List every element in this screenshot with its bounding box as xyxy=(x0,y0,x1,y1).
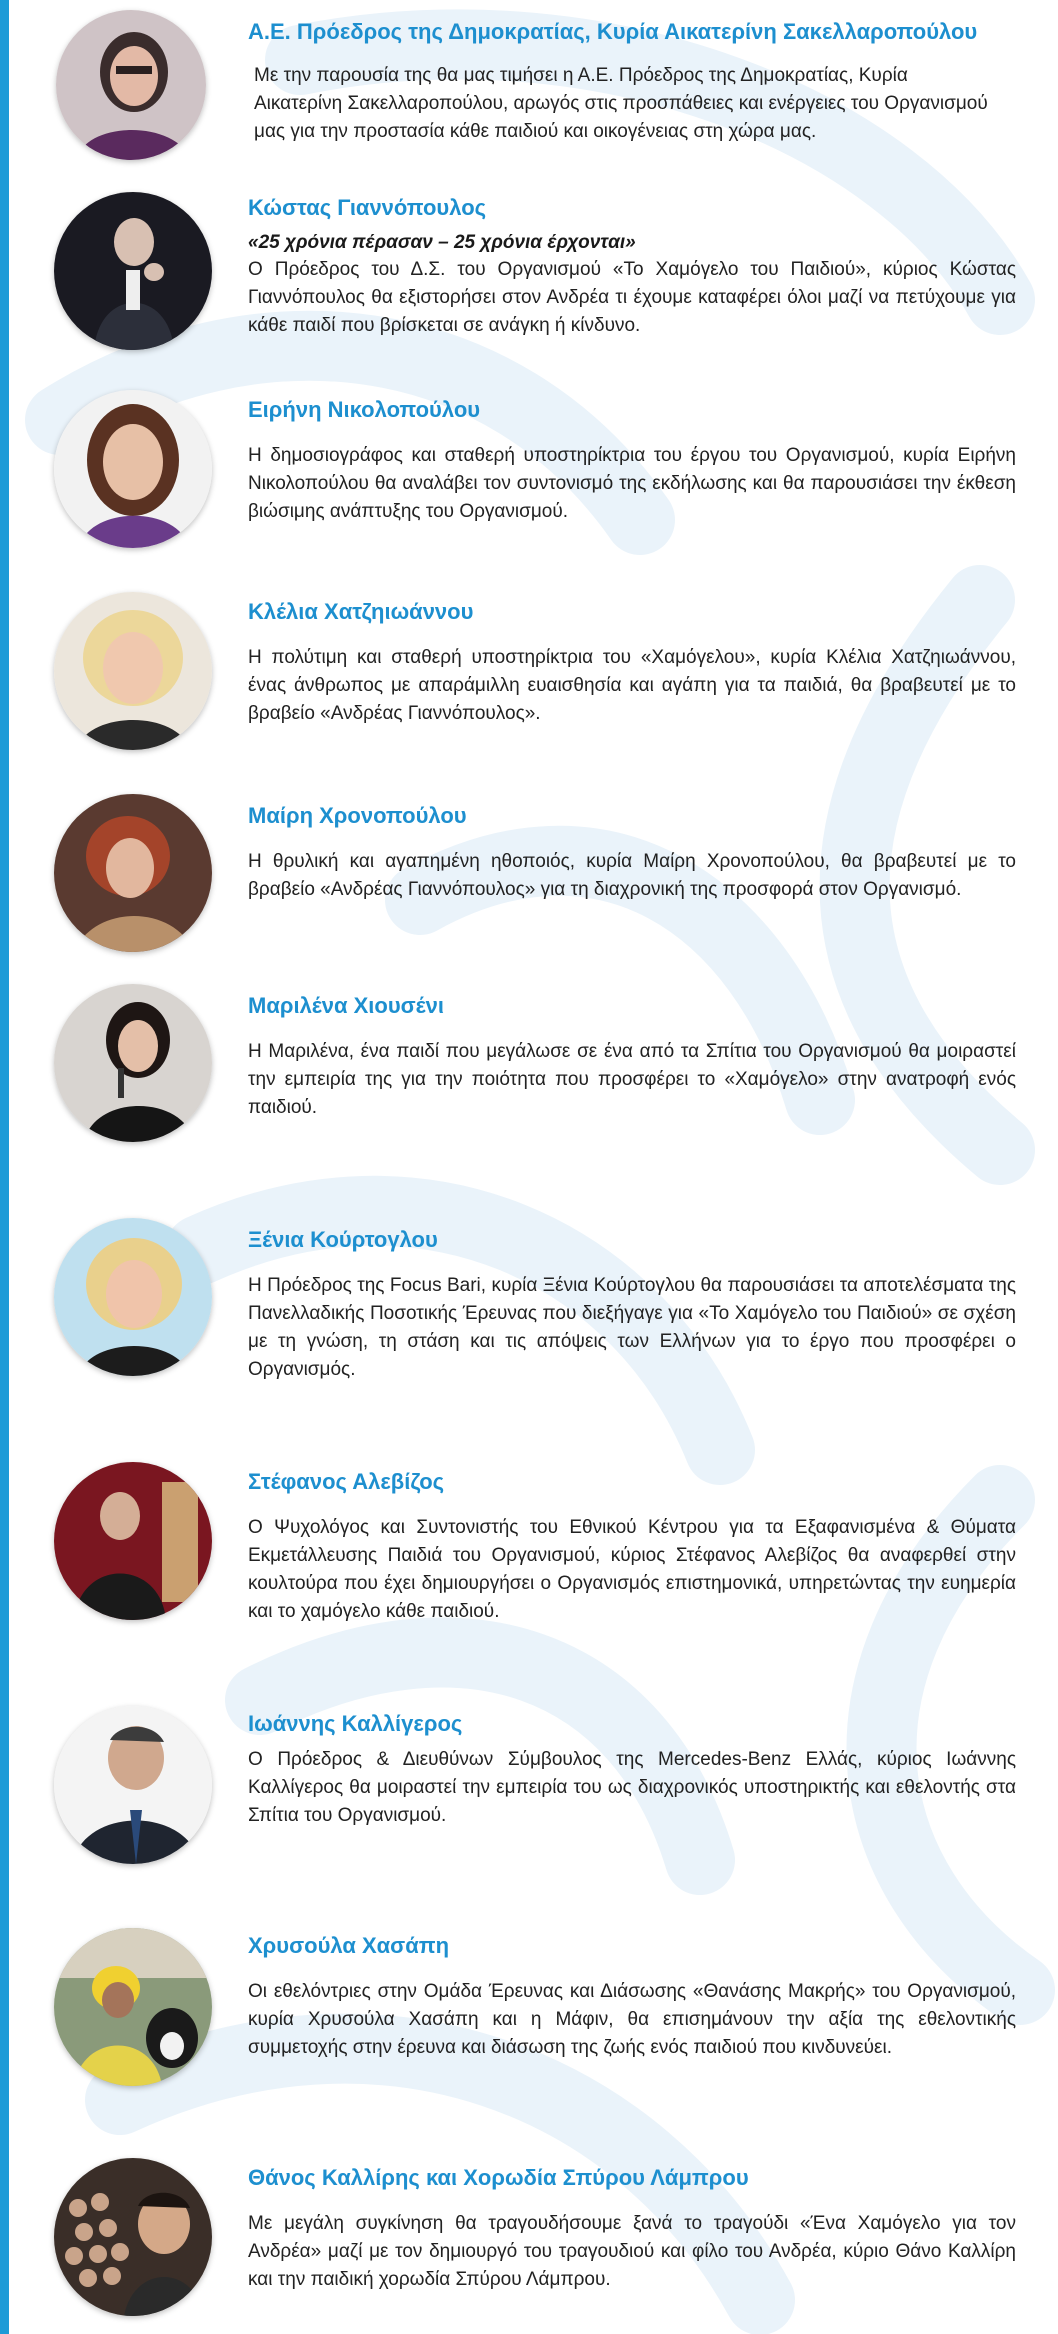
person-photo-icon xyxy=(54,984,212,1142)
speaker-photo-avatar xyxy=(54,1462,212,1620)
person-photo-icon xyxy=(54,1706,212,1864)
person-photo-icon xyxy=(54,390,212,548)
speaker-photo-avatar xyxy=(54,984,212,1142)
speaker-name: Χρυσούλα Χασάπη xyxy=(248,1933,450,1958)
speaker-text xyxy=(248,992,1016,1122)
speaker-text xyxy=(248,1932,1016,2062)
speaker-photo-avatar xyxy=(54,1928,212,2086)
speaker-photo-avatar xyxy=(54,2158,212,2316)
speaker-description: Η Πρόεδρος της Focus Bari, κυρία Ξένια Κούρτογλου θα παρουσιάσει τα αποτελέσματα της Πανελλαδικής Ποσοτικής Έρευνας που διεξήγαγε για «Το Χαμόγελο του Παιδιού» σε σχέση με τη γνώση, τη στάση και τις απόψεις των Ελλήνων για το έργο που προσφέρει ο Οργανισμός. xyxy=(248,1275,1016,1380)
speaker-text xyxy=(248,18,1016,146)
speaker-description: Με μεγάλη συγκίνηση θα τραγουδήσουμε ξανά το τραγούδι «Ένα Χαμόγελο για τον Ανδρέα» μαζί με τον δημιουργό του τραγουδιού και φίλο του Ανδρέα, κύριο Θάνο Καλλίρη και την παιδική χορωδία Σπύρου Λάμπρου. xyxy=(248,2213,1016,2290)
speaker-description: Η δημοσιογράφος και σταθερή υποστηρίκτρια του έργου του Οργανισμού, κυρία Ειρήνη Νικολοπούλου θα αναλάβει τον συντονισμό της εκδήλωσης και θα παρουσιάσει την έκθεση βιώσιμης ανάπτυξης του Οργανισμού. xyxy=(248,445,1016,522)
person-group-photo-icon xyxy=(54,2158,212,2316)
left-accent-bar xyxy=(0,0,9,2334)
speaker-description: Με την παρουσία της θα μας τιμήσει η Α.Ε. Πρόεδρος της Δημοκρατίας, Κυρία Αικατερίνη Σακελλαροπούλου, αρωγός στις προσπάθειες και ενέργειες του Οργανισμού μας για την προστασία κάθε παιδιού και οικογένειας στη χώρα μας. xyxy=(254,65,988,142)
speaker-text xyxy=(248,802,1016,904)
person-photo-icon xyxy=(54,794,212,952)
speaker-photo-avatar xyxy=(54,794,212,952)
speaker-description: Η πολύτιμη και σταθερή υποστηρίκτρια του «Χαμόγελου», κυρία Κλέλια Χατζηιωάννου, ένας άνθρωπος με απαράμιλλη ευαισθησία και αγάπη για τα παιδιά, θα βραβευτεί με το βραβείο «Ανδρέας Γιαννόπουλος». xyxy=(248,647,1016,724)
speaker-description: Ο Ψυχολόγος και Συντονιστής του Εθνικού Κέντρου για τα Εξαφανισμένα & Θύματα Εκμετάλλευσης Παιδιά του Οργανισμού, κύριος Στέφανος Αλεβίζος θα αναφερθεί στην κουλτούρα που έχει δημιουργήσει ο Οργανισμός επιστημονικά, υπηρετώντας την ευημερία και το χαμόγελο κάθε παιδιού. xyxy=(248,1517,1016,1622)
speaker-name: Ειρήνη Νικολοπούλου xyxy=(248,397,481,422)
person-dog-photo-icon xyxy=(54,1928,212,2086)
person-photo-icon xyxy=(54,1218,212,1376)
speaker-text xyxy=(248,1710,1016,1830)
speaker-photo-avatar xyxy=(54,1218,212,1376)
speaker-photo-avatar xyxy=(56,10,206,160)
speaker-description: Ο Πρόεδρος & Διευθύνων Σύμβουλος της Mercedes-Benz Ελλάς, κύριος Ιωάννης Καλλίγερος θα μοιραστεί την εμπειρία του ως διαχρονικός υποστηρικτής και εθελοντής στα Σπίτια του Οργανισμού. xyxy=(248,1749,1016,1826)
speaker-text xyxy=(248,1226,1016,1384)
speaker-photo-avatar xyxy=(54,192,212,350)
speaker-name: Α.Ε. Πρόεδρος της Δημοκρατίας, Κυρία Αικατερίνη Σακελλαροπούλου xyxy=(248,19,978,44)
speaker-text xyxy=(248,1468,1016,1626)
speaker-description: Οι εθελόντριες στην Ομάδα Έρευνας και Διάσωσης «Θανάσης Μακρής» του Οργανισμού, κυρία Χρυσούλα Χασάπη και η Μάφιν, θα επισημάνουν την αξία της εθελοντικής συμμετοχής στην έρευνα και διάσωση της ζωής ενός παιδιού που κινδυνεύει. xyxy=(248,1981,1016,2058)
speaker-text xyxy=(248,598,1016,728)
speaker-text xyxy=(248,2164,1016,2294)
speaker-name: Ιωάννης Καλλίγερος xyxy=(248,1711,463,1736)
speaker-name: Θάνος Καλλίρης και Χορωδία Σπύρου Λάμπρου xyxy=(248,2165,749,2190)
speaker-name: Ξένια Κούρτογλου xyxy=(248,1227,438,1252)
speaker-description: Ο Πρόεδρος του Δ.Σ. του Οργανισμού «Το Χαμόγελο του Παιδιού», κύριος Κώστας Γιαννόπουλος θα εξιστορήσει στον Ανδρέα τι έχουμε καταφέρει όλοι μαζί να πετύχουμε για κάθε παιδί που βρίσκεται σε ανάγκη ή κίνδυνο. xyxy=(248,259,1016,336)
person-photo-icon xyxy=(56,10,206,160)
speaker-name: Κλέλια Χατζηιωάννου xyxy=(248,599,474,624)
speaker-text xyxy=(248,194,1016,340)
speaker-name: Μαίρη Χρονοπούλου xyxy=(248,803,467,828)
speaker-description: Η θρυλική και αγαπημένη ηθοποιός, κυρία Μαίρη Χρονοπούλου, θα βραβευτεί με το βραβείο «Ανδρέας Γιαννόπουλος» για τη διαχρονική της προσφορά στον Οργανισμό. xyxy=(248,851,1016,900)
speaker-name: Στέφανος Αλεβίζος xyxy=(248,1469,445,1494)
speaker-quote: «25 χρόνια πέρασαν – 25 χρόνια έρχονται» xyxy=(248,232,636,253)
person-photo-icon xyxy=(54,592,212,750)
speaker-name: Κώστας Γιαννόπουλος xyxy=(248,195,487,220)
speaker-photo-avatar xyxy=(54,390,212,548)
speaker-name: Μαριλένα Χιουσένι xyxy=(248,993,444,1018)
speaker-text xyxy=(248,396,1016,526)
person-photo-icon xyxy=(54,1462,212,1620)
speaker-photo-avatar xyxy=(54,1706,212,1864)
speaker-description: Η Μαριλένα, ένα παιδί που μεγάλωσε σε ένα από τα Σπίτια του Οργανισμού θα μοιραστεί την εμπειρία της για την ποιότητα που προσφέρει το «Χαμόγελο» στην ανατροφή ενός παιδιού. xyxy=(248,1041,1016,1118)
person-photo-icon xyxy=(54,192,212,350)
speaker-photo-avatar xyxy=(54,592,212,750)
